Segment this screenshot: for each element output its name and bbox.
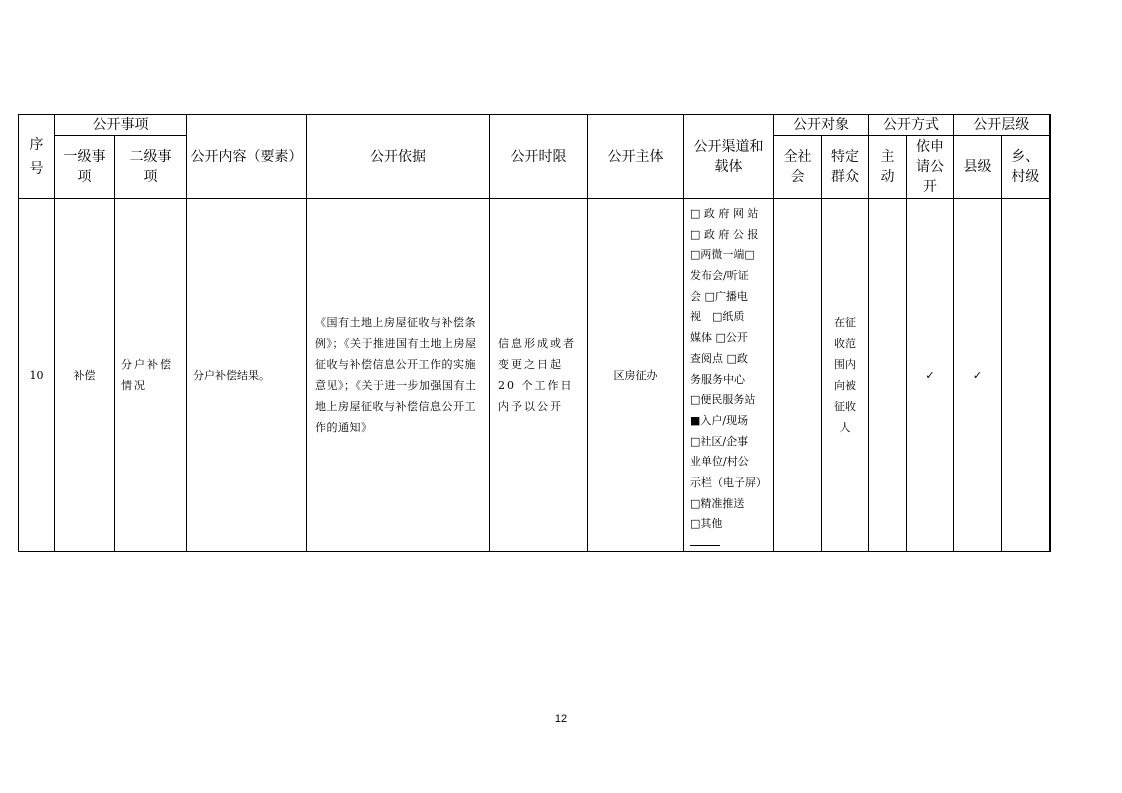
channel-item: 视 □纸质 — [690, 310, 745, 324]
header-level2 — [115, 136, 187, 199]
header-specific-text: 特定群众 — [831, 149, 859, 185]
channel-list — [684, 204, 773, 546]
header-seq — [19, 115, 55, 199]
disclosure-table — [18, 114, 1051, 552]
header-level2-text: 二级事项 — [129, 149, 172, 185]
header-county: 县级 — [954, 136, 1002, 199]
table-row — [19, 199, 1050, 552]
cell-basis — [307, 199, 490, 552]
header-level-group: 公开层级 — [954, 115, 1050, 136]
header-channel — [684, 115, 774, 199]
channel-item: 发布会/听证 — [690, 268, 749, 282]
header-on-request-text: 依申请公开 — [916, 139, 944, 195]
channel-item: 业单位/村公 — [690, 455, 749, 469]
cell-subject: 区房征办 — [588, 199, 684, 552]
header-audience-group: 公开对象 — [774, 115, 869, 136]
header-seq-text: 序号 — [29, 136, 44, 177]
channel-item-other-label: □其他 — [690, 517, 723, 531]
header-public-all-text: 全社会 — [783, 149, 812, 185]
cell-township — [1002, 199, 1050, 552]
cell-specific-text: 在征收范围内向被征收人 — [834, 316, 856, 434]
cell-level2-text: 分户补偿情况 — [121, 358, 173, 392]
cell-content: 分户补偿结果。 — [187, 199, 307, 552]
header-township — [1002, 136, 1050, 199]
channel-item-other — [690, 514, 767, 546]
header-level1-text: 一级事项 — [63, 149, 106, 185]
channel-item: 示栏（电子屏） — [690, 476, 767, 490]
channel-item: 查阅点 □政 — [690, 351, 748, 365]
header-basis: 公开依据 — [307, 115, 490, 199]
channel-item: 会 □广播电 — [690, 289, 748, 303]
header-township-text: 乡、村级 — [1011, 149, 1040, 185]
channel-item: □两微一端□ — [690, 248, 755, 262]
header-level1 — [55, 136, 115, 199]
header-on-request — [907, 136, 954, 199]
header-time-limit: 公开时限 — [490, 115, 588, 199]
cell-county-check: ✓ — [954, 199, 1002, 552]
cell-time-limit-text: 信息形成或者变更之日起 20 个工作日内予以公开 — [498, 337, 576, 413]
header-active — [869, 136, 907, 199]
cell-level1: 补偿 — [55, 199, 115, 552]
cell-level2 — [115, 199, 187, 552]
cell-time-limit — [490, 199, 588, 552]
cell-channels — [684, 199, 774, 552]
channel-item: 媒体 □公开 — [690, 331, 748, 345]
page-number: 12 — [554, 713, 568, 725]
header-active-text: 主动 — [880, 149, 895, 185]
channel-item: □社区/企事 — [690, 434, 749, 448]
header-method-group: 公开方式 — [869, 115, 954, 136]
header-matter-group: 公开事项 — [55, 115, 187, 136]
channel-item: □便民服务站 — [690, 393, 756, 407]
header-subject: 公开主体 — [588, 115, 684, 199]
cell-active — [869, 199, 907, 552]
header-content: 公开内容（要素） — [187, 115, 307, 199]
cell-specific — [822, 199, 869, 552]
channel-item: □精准推送 — [690, 496, 745, 510]
channel-item: □ 政 府 网 站 — [690, 206, 759, 220]
cell-basis-text: 《国有土地上房屋征收与补偿条例》；《关于推进国有土地上房屋征收与补偿信息公开工作的实施意见》；《关于进一步加强国有土地上房屋征收与补偿信息公开工作的通知》 — [315, 316, 477, 434]
channel-item: ■入户/现场 — [690, 413, 749, 427]
channel-item: □ 政 府 公 报 — [690, 227, 759, 241]
channel-item: 务服务中心 — [690, 372, 745, 386]
cell-on-request-check: ✓ — [907, 199, 954, 552]
cell-public-all — [774, 199, 822, 552]
header-channel-text: 公开渠道和载体 — [693, 138, 764, 175]
blank-underline — [690, 535, 720, 546]
cell-seq: 10 — [19, 199, 55, 552]
header-public-all — [774, 136, 822, 199]
header-specific — [822, 136, 869, 199]
